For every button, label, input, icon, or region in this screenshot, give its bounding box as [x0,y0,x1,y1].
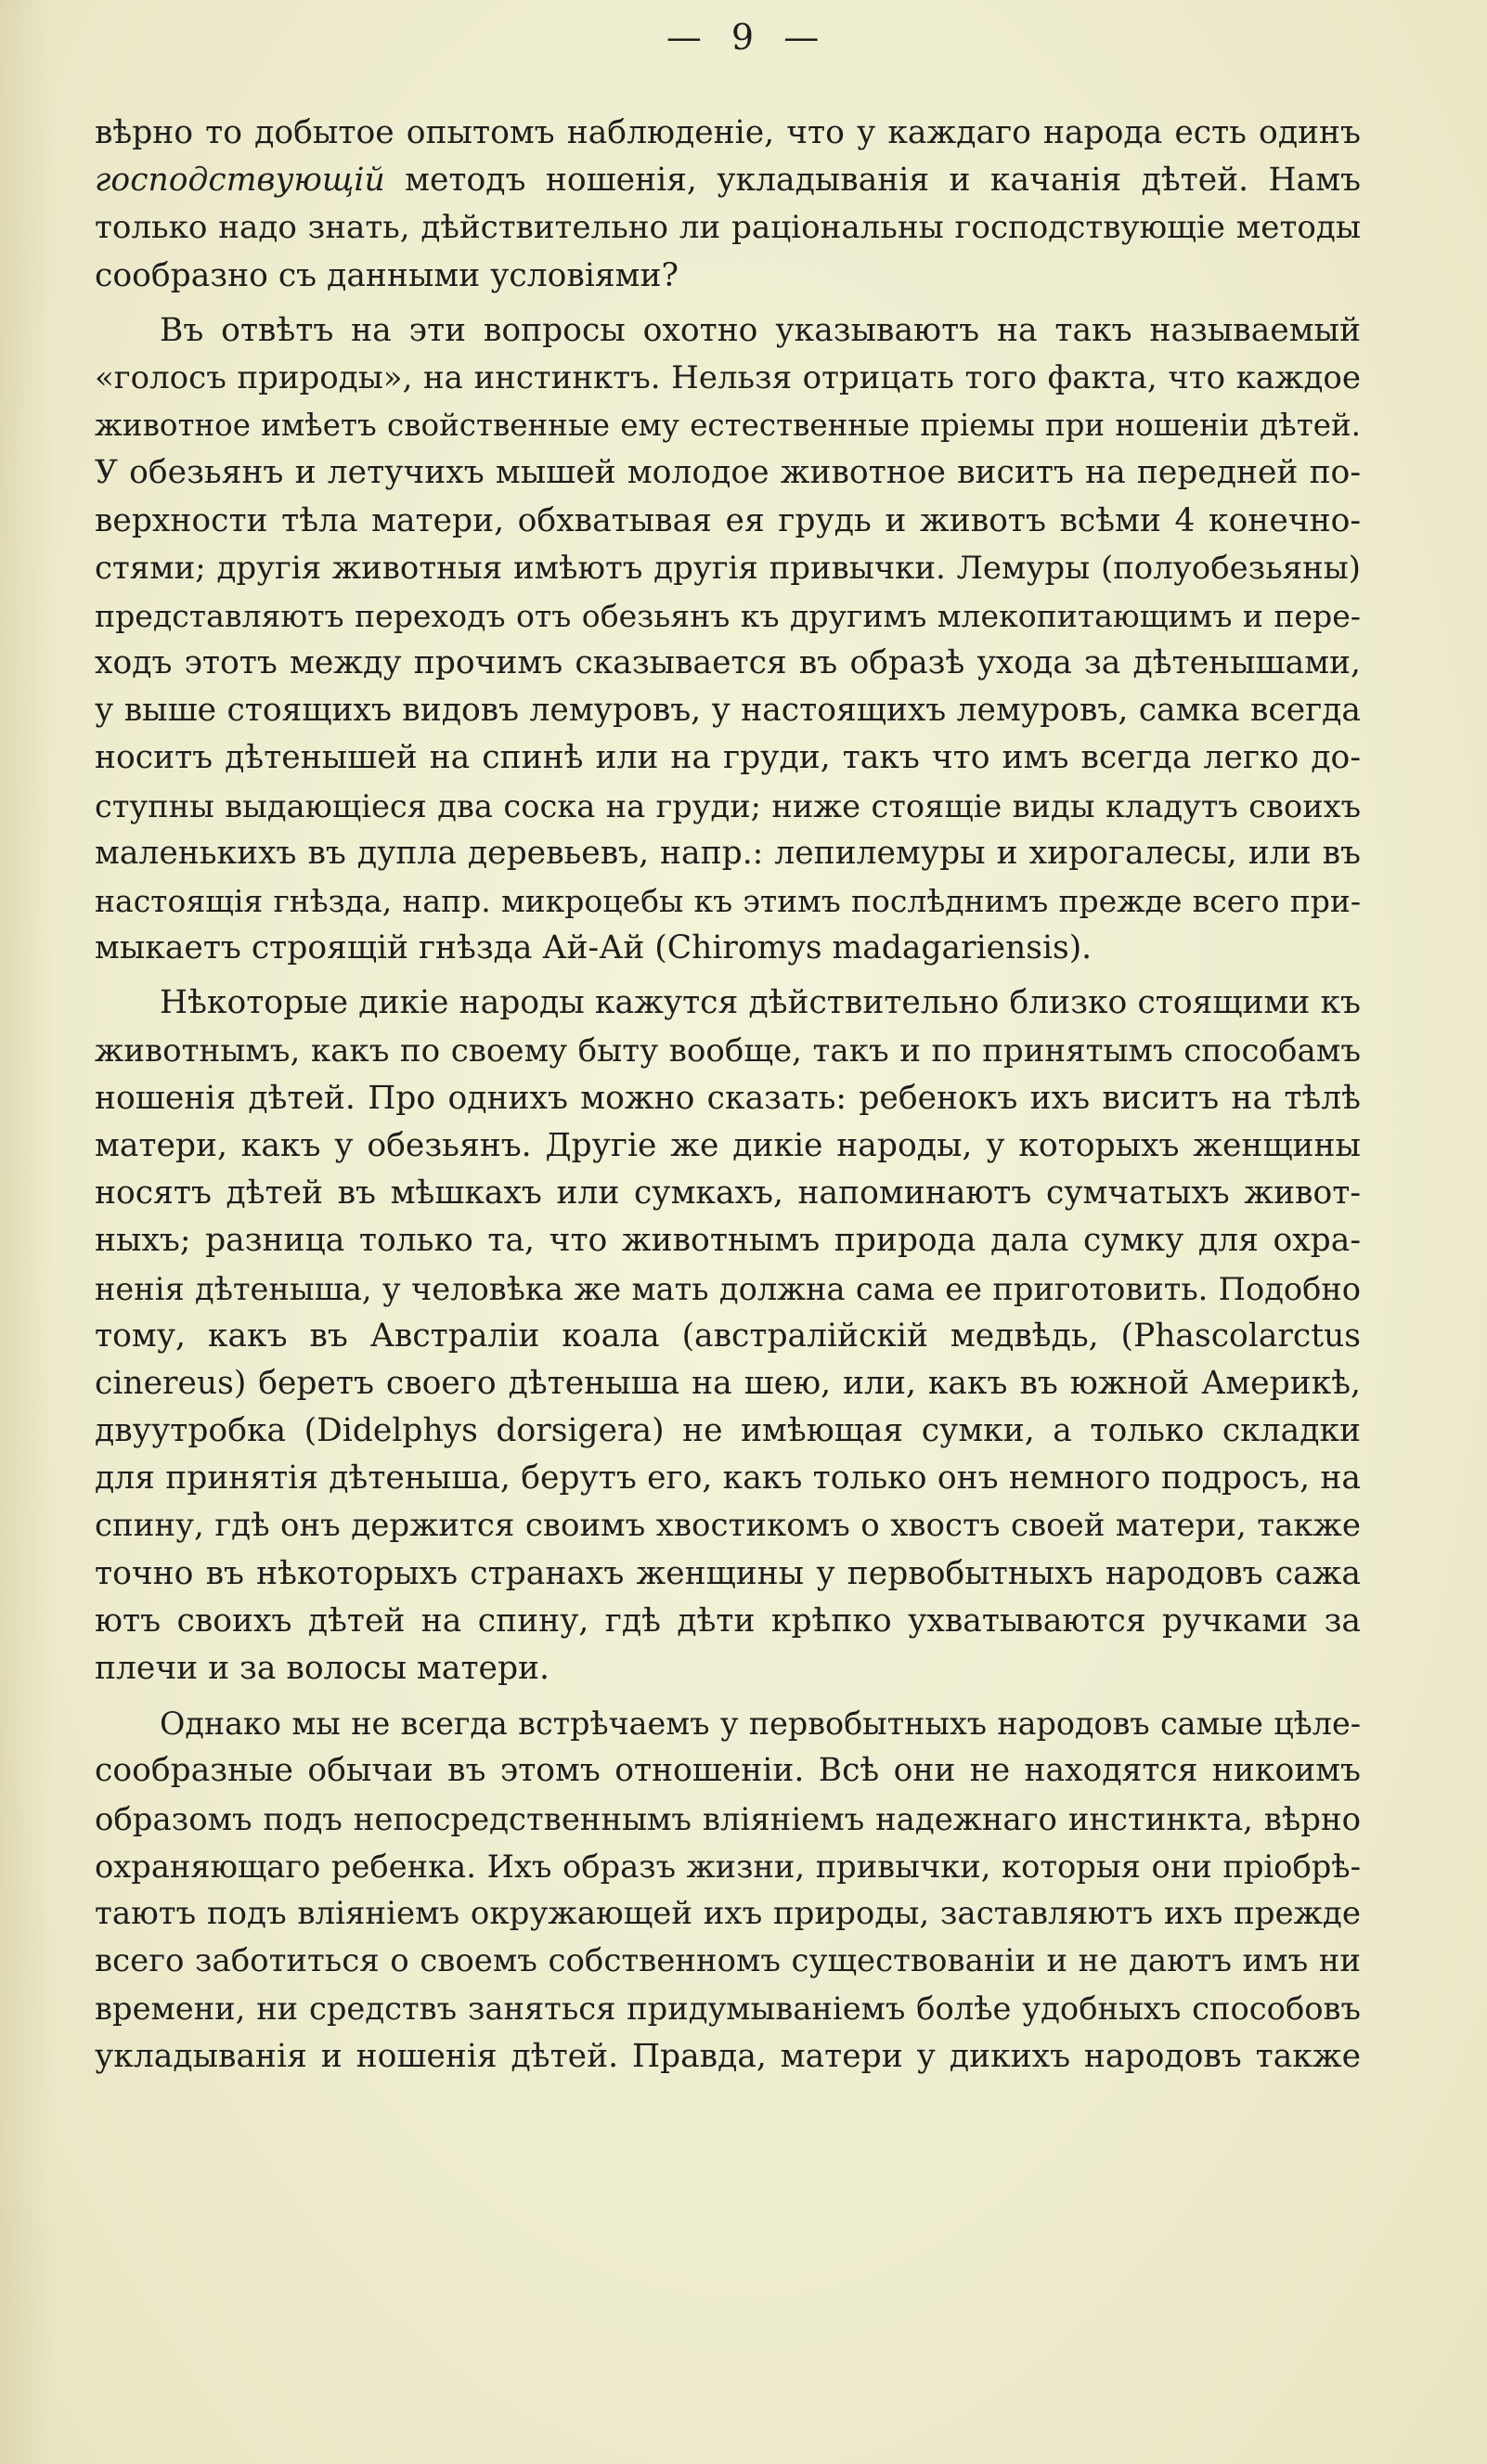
body-text [95,110,1361,2081]
text-line: времени, ни средствъ заняться придумываніемъ болѣе удобныхъ способовъ [95,1991,1361,2028]
page-edge-shadow [0,0,56,2464]
text-line: плечи и за волосы матери. [95,1650,550,1687]
text-line: Однако мы не всегда встрѣчаемъ у первобытныхъ народовъ самые цѣле- [160,1705,1361,1743]
text-line: cinereus) беретъ своего дѣтеныша на шею, или, какъ въ южной Америкѣ, [95,1364,1361,1402]
text-line: носятъ дѣтей въ мѣшкахъ или сумкахъ, напоминаютъ сумчатыхъ живот- [95,1174,1361,1213]
text-line: ненія дѣтеныша, у человѣка же мать должна сама ее приготовить. Подобно [95,1270,1361,1307]
text-line: мыкаетъ строящій гнѣзда Ай-Ай (Chiromys madagariensis). [95,929,1093,967]
text-line: только надо знать, дѣйствительно ли раціональны господствующіе методы [95,209,1361,247]
text-line: ступны выдающіеся два соска на груди; ниже стоящіе виды кладутъ своихъ [95,787,1361,824]
text-line: двуутробка (Didelphys dorsigera) не имѣющая сумки, а только складки [95,1412,1361,1450]
header-left-dash: — [666,17,704,58]
text-line: У обезьянъ и летучихъ мышей молодое животное виситъ на передней по- [95,454,1361,492]
text-line: животное имѣетъ свойственные ему естественные пріемы при ношеніи дѣтей. [95,408,1361,444]
text-line: носитъ дѣтенышей на спинѣ или на груди, такъ что имъ всегда легко до- [95,739,1361,777]
text-line: ходъ этотъ между прочимъ сказывается въ образѣ ухода за дѣтенышами, [95,644,1361,682]
text-line: господствующій методъ ношенія, укладыванія и качанія дѣтей. Намъ [95,162,1361,200]
text-line: ношенія дѣтей. Про однихъ можно сказать: ребенокъ ихъ виситъ на тѣлѣ [95,1079,1361,1117]
text-line: спину, гдѣ онъ держится своимъ хвостикомъ о хвостъ своей матери, также [95,1507,1361,1545]
page-number: 9 [731,17,756,58]
text-line: стями; другія животныя имѣютъ другія привычки. Лемуры (полуобезьяны) [95,549,1361,587]
text-line: у выше стоящихъ видовъ лемуровъ, у настоящихъ лемуровъ, самка всегда [95,692,1361,730]
text-line: животнымъ, какъ по своему быту вообще, такъ и по принятымъ способамъ [95,1031,1361,1070]
text-line: охраняющаго ребенка. Ихъ образъ жизни, привычки, которыя они пріобрѣ- [95,1848,1361,1885]
text-line: ныхъ; разница только та, что животнымъ природа дала сумку для охра- [95,1222,1361,1260]
text-line: представляютъ переходъ отъ обезьянъ къ другимъ млекопитающимъ и пере- [95,597,1361,634]
page-header [0,17,1487,58]
text-line: ютъ своихъ дѣтей на спину, гдѣ дѣти крѣпко ухватываются ручками за [95,1602,1361,1640]
text-line: маленькихъ въ дупла деревьевъ, напр.: лепилемуры и хирогалесы, или въ [95,834,1361,872]
text-line: таютъ подъ вліяніемъ окружающей ихъ природы, заставляютъ ихъ прежде [95,1894,1361,1932]
text-line: образомъ подъ непосредственнымъ вліяніемъ надежнаго инстинкта, вѣрно [95,1800,1361,1837]
text-line: точно въ нѣкоторыхъ странахъ женщины у первобытныхъ народовъ сажа [95,1554,1361,1592]
text-line: Въ отвѣтъ на эти вопросы охотно указываютъ на такъ называемый [160,311,1361,349]
text-line: для принятія дѣтеныша, берутъ его, какъ только онъ немного подросъ, на [95,1459,1361,1498]
text-line: вѣрно то добытое опытомъ наблюденіе, что у каждаго народа есть одинъ [95,114,1361,151]
header-right-dash: — [783,17,821,58]
text-line: сообразные обычаи въ этомъ отношеніи. Всѣ они не находятся никоимъ [95,1752,1361,1790]
text-line: «голосъ природы», на инстинктъ. Нельзя отрицать того факта, что каждое [95,358,1361,396]
text-line: верхности тѣла матери, обхватывая ея грудь и животъ всѣми 4 конечно- [95,501,1361,539]
text-line: укладыванія и ношенія дѣтей. Правда, матери у дикихъ народовъ также [95,2037,1361,2075]
text-line: всего заботиться о своемъ собственномъ существованіи и не даютъ имъ ни [95,1942,1361,1980]
text-line: тому, какъ въ Австраліи коала (австралійскій медвѣдь, (Phascolarctus [95,1316,1361,1355]
text-line: матери, какъ у обезьянъ. Другіе же дикіе народы, у которыхъ женщины [95,1126,1361,1164]
text-line: настоящія гнѣзда, напр. микроцебы къ этимъ послѣднимъ прежде всего при- [95,883,1361,919]
text-line: сообразно съ данными условіями? [95,256,679,294]
text-line: Нѣкоторые дикіе народы кажутся дѣйствительно близко стоящими къ [160,984,1361,1022]
